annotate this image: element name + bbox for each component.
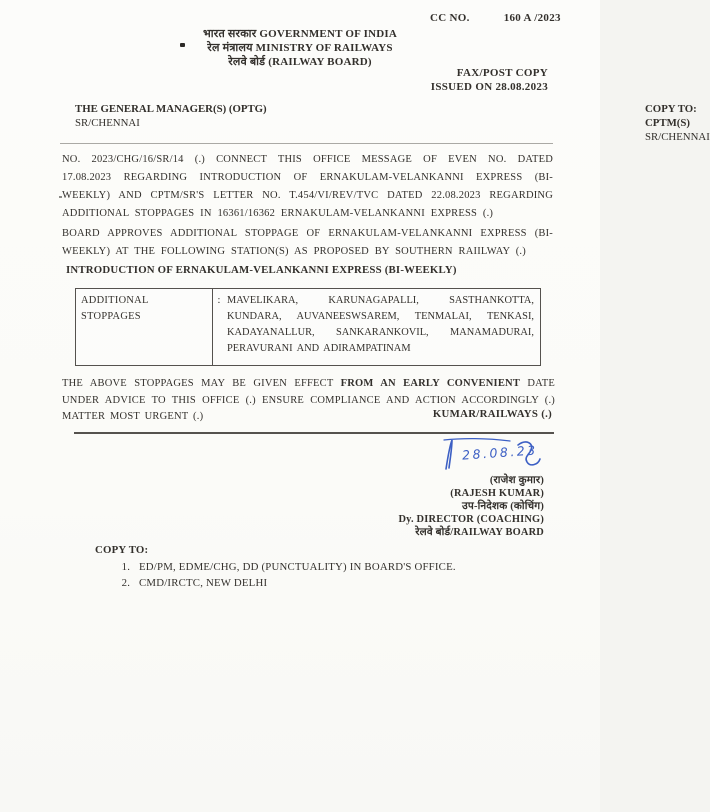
addressee-copy-name: COPY TO: CPTM(S) xyxy=(645,103,697,129)
cc-number-value: 160 A /2023 xyxy=(503,12,561,24)
addressee-to-name: THE GENERAL MANAGER(S) (OPTG) xyxy=(75,103,267,115)
letterhead xyxy=(0,27,600,69)
addressee-copy xyxy=(360,102,710,144)
signer-org: रेलवे बोर्ड/RAILWAY BOARD xyxy=(415,527,544,538)
sender-line: KUMAR/RAILWAYS (.) xyxy=(432,408,552,420)
closing-text-post: DATE UNDER ADVICE TO THIS OFFICE (.) ENSURE COMPLIANCE AND ACTION ACCORDINGLY (.) MATTER MOST URGENT (.) xyxy=(62,378,555,422)
signature-date: 28.08.23 xyxy=(461,442,539,463)
copy-to-item: 2. CMD/IRCTC, NEW DELHI xyxy=(133,575,456,591)
copy-to-list xyxy=(95,559,456,591)
fax-copy-block xyxy=(431,66,548,94)
section-heading: INTRODUCTION OF ERNAKULAM-VELANKANNI EXPRESS (BI-WEEKLY) xyxy=(66,264,457,276)
copy-to-section xyxy=(95,542,456,591)
stoppages-separator: : xyxy=(217,295,221,306)
signer-name: (RAJESH KUMAR) xyxy=(450,488,544,499)
stoppages-label-cell: ADDITIONAL STOPPAGES xyxy=(76,289,213,365)
addressee-to-org: SR/CHENNAI xyxy=(75,117,140,129)
copy-to-label: COPY TO: xyxy=(95,544,149,556)
letterhead-board: रेलवे बोर्ड (RAILWAY BOARD) xyxy=(228,56,372,68)
copy-to-item: 1. ED/PM, EDME/CHG, DD (PUNCTUALITY) IN BOARD'S OFFICE. xyxy=(133,559,456,575)
signer-title: Dy. DIRECTOR (COACHING) xyxy=(398,514,544,525)
signature-block xyxy=(398,438,544,539)
letterhead-government: भारत सरकार GOVERNMENT OF INDIA xyxy=(202,28,398,40)
horizontal-rule-signature xyxy=(74,432,554,434)
cc-number-row xyxy=(430,12,561,24)
issued-on-label: ISSUED ON 28.08.2023 xyxy=(430,81,548,93)
stoppages-value-cell: MAVELIKARA, KARUNAGAPALLI, SASTHANKOTTA, KUNDARA, AUVANEESWSAREM, TENMALAI, TENKASI, KADAYANALLUR, SANKARANKOVIL, MANAMADURAI, PERAVURANI AND ADIRAMPATINAM xyxy=(227,295,534,354)
horizontal-rule-top xyxy=(60,143,553,144)
paragraph-approval: BOARD APPROVES ADDITIONAL STOPPAGE OF ERNAKULAM-VELANKANNI EXPRESS (BI-WEEKLY) AT THE FOLLOWING STATION(S) AS PROPOSED BY SOUTHERN RAIILWAY (.) xyxy=(62,228,553,257)
fax-post-copy-label: FAX/POST COPY xyxy=(456,67,548,79)
cc-number-label: CC NO. xyxy=(430,12,470,24)
handwritten-signature xyxy=(398,438,544,472)
letterhead-ministry: रेल मंत्रालय MINISTRY OF RAILWAYS xyxy=(207,42,393,54)
addressee-section xyxy=(75,102,710,143)
signer-name-hindi: (राजेश कुमार) xyxy=(489,475,544,486)
addressee-copy-org: SR/CHENNAI xyxy=(645,131,710,143)
signer-title-hindi: उप-निदेशक (कोचिंग) xyxy=(461,501,544,512)
paragraph-reference: NO. 2023/CHG/16/SR/14 (.) CONNECT THIS OFFICE MESSAGE OF EVEN NO. DATED 17.08.2023 REGARDING INTRODUCTION OF ERNAKULAM-VELANKANNI EXPRESS (BI-WEEKLY) AND CPTM/SR'S LETTER NO. T.454/VI/REV/TVC DATED 22.08.2023 REGARDING ADDITIONAL STOPPAGES IN 16361/16362 ERNAKULAM-VELANKANNI EXPRESS (.) xyxy=(62,154,553,219)
stoppages-table xyxy=(75,288,541,366)
closing-text-emphasis: FROM AN EARLY CONVENIENT xyxy=(340,378,521,389)
closing-text-pre: THE ABOVE STOPPAGES MAY BE GIVEN EFFECT xyxy=(62,378,341,389)
